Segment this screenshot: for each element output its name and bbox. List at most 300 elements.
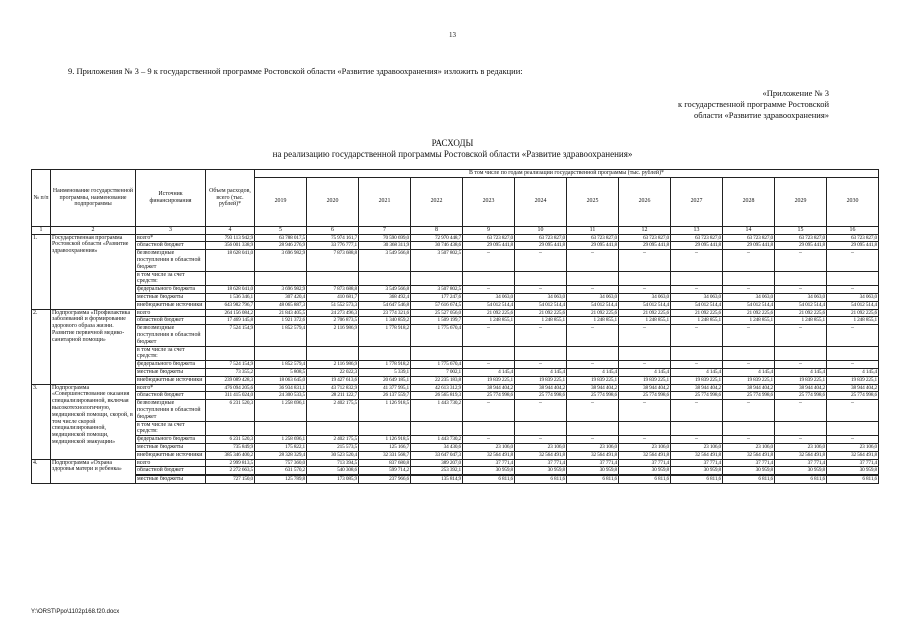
year-value-cell: 1 778 918,2 <box>359 361 411 369</box>
header-year: 2028 <box>723 177 775 226</box>
year-value-cell: – <box>827 286 879 294</box>
year-value-cell <box>671 271 723 286</box>
column-index-cell: 15 <box>775 226 827 234</box>
section-number: 2. <box>32 309 51 384</box>
total-cell: 73 355,2 <box>206 368 255 376</box>
year-value-cell: – <box>463 325 515 346</box>
table-row <box>32 376 879 384</box>
year-value-cell: 29 095 441,8 <box>827 242 879 250</box>
year-value-cell <box>359 346 411 361</box>
year-value-cell: 54 012 514,4 <box>567 301 619 309</box>
year-value-cell: 23 106,0 <box>827 443 879 451</box>
year-value-cell: 36 934 831,1 <box>255 384 307 392</box>
year-value-cell: 7 873 688,8 <box>307 250 359 271</box>
table-row <box>32 476 879 484</box>
table-row <box>32 234 879 242</box>
header-year: 2026 <box>619 177 671 226</box>
year-value-cell: 5 808,5 <box>255 368 307 376</box>
year-value-cell: 34 430,6 <box>411 443 463 451</box>
year-value-cell: – <box>671 436 723 444</box>
total-cell: 356 001 338,9 <box>206 242 255 250</box>
year-value-cell: 75 974 161,7 <box>307 234 359 242</box>
year-value-cell <box>723 271 775 286</box>
year-value-cell: – <box>515 250 567 271</box>
year-value-cell: 6 811,6 <box>723 476 775 484</box>
funding-source: всего <box>136 309 206 317</box>
funding-source: местные бюджеты <box>136 368 206 376</box>
year-value-cell: – <box>567 325 619 346</box>
year-value-cell: – <box>515 325 567 346</box>
year-value-cell: 19 839 225,1 <box>671 376 723 384</box>
total-cell: 476 094 205,6 <box>206 384 255 392</box>
funding-source: внебюджетные источники <box>136 301 206 309</box>
header-total: Объем расходов, всего (тыс. рублей)* <box>206 170 255 227</box>
year-value-cell <box>619 421 671 436</box>
column-index-cell: 11 <box>567 226 619 234</box>
total-cell: 311 415 024,0 <box>206 392 255 400</box>
total-cell: 1 536 346,1 <box>206 293 255 301</box>
year-value-cell: – <box>827 325 879 346</box>
year-value-cell: – <box>463 436 515 444</box>
year-value-cell <box>567 421 619 436</box>
year-value-cell: 23 106,0 <box>723 443 775 451</box>
year-value-cell: 63 723 827,0 <box>515 234 567 242</box>
year-value-cell: 54 012 514,4 <box>671 301 723 309</box>
table-row <box>32 286 879 294</box>
year-value-cell: 21 092 225,6 <box>723 309 775 317</box>
column-index-cell: 6 <box>307 226 359 234</box>
year-value-cell: 41 377 995,1 <box>359 384 411 392</box>
table-row <box>32 421 879 436</box>
appendix-line: «Приложение № 3 <box>762 88 829 98</box>
table-row <box>32 293 879 301</box>
year-value-cell: 29 095 441,8 <box>775 242 827 250</box>
year-value-cell: 54 012 514,4 <box>775 301 827 309</box>
funding-source: в том числе за счет средств: <box>136 346 206 361</box>
year-value-cell: 1 248 855,1 <box>515 317 567 325</box>
year-value-cell: 34 063,0 <box>827 293 879 301</box>
year-value-cell: 19 839 225,1 <box>775 376 827 384</box>
column-index-cell: 10 <box>515 226 567 234</box>
year-value-cell: 6 811,6 <box>827 476 879 484</box>
year-value-cell <box>775 271 827 286</box>
year-value-cell: 25 774 998,6 <box>619 392 671 400</box>
year-value-cell: 29 095 441,8 <box>671 242 723 250</box>
year-value-cell: 63 723 827,0 <box>567 234 619 242</box>
year-value-cell: 26 137 559,7 <box>359 392 411 400</box>
year-value-cell: 23 106,0 <box>671 443 723 451</box>
year-value-cell: 4 145,4 <box>567 368 619 376</box>
year-value-cell <box>463 346 515 361</box>
year-value-cell: 410 681,7 <box>307 293 359 301</box>
year-value-cell: – <box>671 400 723 421</box>
table-row <box>32 459 879 467</box>
year-value-cell <box>307 346 359 361</box>
year-value-cell: 32 564 491,8 <box>775 451 827 459</box>
funding-source: федерального бюджета <box>136 361 206 369</box>
year-value-cell: 72 970 448,7 <box>411 234 463 242</box>
appendix-line: области «Развитие здравоохранения» <box>693 110 829 120</box>
funding-source: внебюджетные источники <box>136 451 206 459</box>
year-value-cell: 37 771,4 <box>827 459 879 467</box>
total-cell: 18 628 041,0 <box>206 286 255 294</box>
year-value-cell: – <box>775 250 827 271</box>
year-value-cell: 38 944 404,2 <box>619 384 671 392</box>
year-value-cell: 37 771,4 <box>567 459 619 467</box>
header-source: Источник финансирования <box>136 170 206 227</box>
year-value-cell: 32 331 568,7 <box>359 451 411 459</box>
year-value-cell: 63 723 827,0 <box>723 234 775 242</box>
year-value-cell: 23 106,0 <box>463 443 515 451</box>
year-value-cell: – <box>723 436 775 444</box>
year-value-cell: 3 507 802,5 <box>411 250 463 271</box>
year-value-cell: 713 394,5 <box>307 459 359 467</box>
funding-source: областной бюджет <box>136 242 206 250</box>
footer-filepath: Y:\ORST\Ppo\1102p168.f20.docx <box>31 609 120 615</box>
header-year: 2020 <box>307 177 359 226</box>
total-cell: 793 113 942,9 <box>206 234 255 242</box>
year-value-cell: 63 788 017,5 <box>255 234 307 242</box>
year-value-cell: 30 368 311,9 <box>359 242 411 250</box>
year-value-cell: 2 116 986,9 <box>307 325 359 346</box>
year-value-cell: – <box>567 436 619 444</box>
year-value-cell: 26 565 819,3 <box>411 392 463 400</box>
year-value-cell: 63 723 827,0 <box>463 234 515 242</box>
year-value-cell: 30 959,8 <box>515 467 567 475</box>
year-value-cell: 3 696 982,9 <box>255 250 307 271</box>
year-value-cell: 34 063,0 <box>515 293 567 301</box>
year-value-cell: 4 145,4 <box>463 368 515 376</box>
header-name: Наименование государственной программы, наименование подпрограммы <box>51 170 136 227</box>
year-value-cell: 1 852 579,4 <box>255 361 307 369</box>
year-value-cell: 1 852 579,4 <box>255 325 307 346</box>
section-number: 1. <box>32 234 51 309</box>
year-value-cell: 54 012 514,4 <box>515 301 567 309</box>
total-cell: 6 231 520,3 <box>206 436 255 444</box>
year-value-cell: 23 774 321,6 <box>359 309 411 317</box>
total-cell: 6 231 520,3 <box>206 400 255 421</box>
year-value-cell: 29 095 441,8 <box>723 242 775 250</box>
funding-source: всего <box>136 459 206 467</box>
year-value-cell: 38 944 404,2 <box>827 384 879 392</box>
year-value-cell: – <box>723 286 775 294</box>
year-value-cell: 1 126 918,5 <box>359 436 411 444</box>
year-value-cell <box>359 421 411 436</box>
year-value-cell: 30 746 438,6 <box>411 242 463 250</box>
year-value-cell: 37 771,4 <box>463 459 515 467</box>
column-index-cell: 14 <box>723 226 775 234</box>
document-title <box>0 138 905 160</box>
year-value-cell: 1 509 199,7 <box>411 317 463 325</box>
column-index-cell: 4 <box>206 226 255 234</box>
funding-source: всего* <box>136 234 206 242</box>
year-value-cell: – <box>515 436 567 444</box>
year-value-cell: 21 092 225,6 <box>463 309 515 317</box>
year-value-cell: 34 063,0 <box>775 293 827 301</box>
year-value-cell: – <box>619 250 671 271</box>
year-value-cell <box>515 421 567 436</box>
funding-source: безвозмездные поступления в областной бюджет <box>136 325 206 346</box>
year-value-cell: 21 092 225,6 <box>671 309 723 317</box>
year-value-cell: 18 063 645,0 <box>255 376 307 384</box>
year-value-cell: 54 012 514,4 <box>723 301 775 309</box>
year-value-cell: 6 811,6 <box>671 476 723 484</box>
year-value-cell: – <box>775 400 827 421</box>
year-value-cell <box>255 346 307 361</box>
year-value-cell: 37 771,4 <box>723 459 775 467</box>
section-name: Подпрограмма «Совершенствование оказания специализированной, включая высокотехнологичную, медицинской помощи, скорой, в том числе скорой специализированной, медицинской помощи, медицинской эвакуации» <box>51 384 136 459</box>
year-value-cell: 24 273 496,3 <box>307 309 359 317</box>
year-value-cell <box>775 421 827 436</box>
year-value-cell: 37 771,4 <box>775 459 827 467</box>
year-value-cell: – <box>463 286 515 294</box>
expenditure-table <box>31 169 879 484</box>
year-value-cell: 38 944 404,2 <box>775 384 827 392</box>
year-value-cell: 54 012 514,4 <box>827 301 879 309</box>
year-value-cell: – <box>671 325 723 346</box>
year-value-cell: 32 564 491,8 <box>515 451 567 459</box>
year-value-cell: 37 771,4 <box>671 459 723 467</box>
funding-source: федерального бюджета <box>136 436 206 444</box>
year-value-cell: – <box>619 286 671 294</box>
year-value-cell: – <box>723 325 775 346</box>
year-value-cell: 21 092 225,6 <box>567 309 619 317</box>
year-value-cell: – <box>567 400 619 421</box>
table-row <box>32 400 879 421</box>
year-value-cell <box>411 421 463 436</box>
year-value-cell <box>411 346 463 361</box>
year-value-cell <box>411 271 463 286</box>
year-value-cell: 1 248 855,1 <box>671 317 723 325</box>
year-value-cell: 1 340 859,2 <box>359 317 411 325</box>
page-number: 13 <box>449 31 456 39</box>
table-row <box>32 317 879 325</box>
year-value-cell: 2 116 986,9 <box>307 361 359 369</box>
year-value-cell: – <box>671 286 723 294</box>
year-value-cell: 25 774 998,6 <box>723 392 775 400</box>
table-row <box>32 384 879 392</box>
year-value-cell: 43 712 832,9 <box>307 384 359 392</box>
year-value-cell: 37 771,4 <box>515 459 567 467</box>
funding-source: в том числе за счет средств: <box>136 421 206 436</box>
year-value-cell: 25 774 998,6 <box>463 392 515 400</box>
year-value-cell: 631 570,2 <box>255 467 307 475</box>
year-value-cell: 34 063,0 <box>463 293 515 301</box>
total-cell: 2 272 663,5 <box>206 467 255 475</box>
year-value-cell: 4 145,4 <box>671 368 723 376</box>
year-value-cell: 29 095 441,8 <box>567 242 619 250</box>
year-value-cell: 29 095 441,8 <box>619 242 671 250</box>
header-year: 2025 <box>567 177 619 226</box>
year-value-cell: – <box>567 286 619 294</box>
header-year: 2030 <box>827 177 879 226</box>
total-cell: 239 089 428,3 <box>206 376 255 384</box>
table-row <box>32 309 879 317</box>
year-value-cell: – <box>775 286 827 294</box>
table-row <box>32 368 879 376</box>
section-name: Подпрограмма «Профилактика заболеваний и формирование здорового образа жизни. Развитие первичной медико-санитарной помощи» <box>51 309 136 384</box>
funding-source: местные бюджеты <box>136 293 206 301</box>
year-value-cell <box>827 271 879 286</box>
year-value-cell: 30 523 520,4 <box>307 451 359 459</box>
year-value-cell: 4 145,4 <box>619 368 671 376</box>
year-value-cell: 70 590 699,0 <box>359 234 411 242</box>
year-value-cell: 19 839 225,1 <box>567 376 619 384</box>
funding-source: областной бюджет <box>136 467 206 475</box>
year-value-cell: 30 959,8 <box>775 467 827 475</box>
year-value-cell: 6 811,6 <box>463 476 515 484</box>
year-value-cell: 6 811,6 <box>619 476 671 484</box>
year-value-cell: 32 564 491,8 <box>463 451 515 459</box>
total-cell: 7 524 154,9 <box>206 325 255 346</box>
year-value-cell: 1 248 855,1 <box>723 317 775 325</box>
year-value-cell <box>775 346 827 361</box>
year-value-cell: – <box>619 436 671 444</box>
header-num: № п/п <box>32 170 51 227</box>
year-value-cell: 63 723 827,0 <box>827 234 879 242</box>
year-value-cell: 1 443 730,2 <box>411 436 463 444</box>
section-number: 4. <box>32 459 51 483</box>
year-value-cell: – <box>827 250 879 271</box>
year-value-cell: – <box>671 361 723 369</box>
year-value-cell: 3 696 982,9 <box>255 286 307 294</box>
year-value-cell: 19 839 225,1 <box>515 376 567 384</box>
year-value-cell <box>463 421 515 436</box>
year-value-cell: 175 822,1 <box>255 443 307 451</box>
year-value-cell: 21 092 225,6 <box>775 309 827 317</box>
year-value-cell: 57 616 674,5 <box>411 301 463 309</box>
header-year: 2022 <box>411 177 463 226</box>
year-value-cell <box>827 346 879 361</box>
year-value-cell: 38 944 404,2 <box>567 384 619 392</box>
year-value-cell: 23 106,0 <box>515 443 567 451</box>
year-value-cell: 3 549 566,8 <box>359 250 411 271</box>
total-cell: 7 524 154,9 <box>206 361 255 369</box>
table-row <box>32 443 879 451</box>
year-value-cell: 1 775 670,4 <box>411 361 463 369</box>
year-value-cell <box>255 271 307 286</box>
year-value-cell: 1 248 855,1 <box>827 317 879 325</box>
year-value-cell: 29 095 441,8 <box>463 242 515 250</box>
column-index-cell: 13 <box>671 226 723 234</box>
year-value-cell: 22 022,3 <box>307 368 359 376</box>
total-cell: 727 150,0 <box>206 476 255 484</box>
year-value-cell: 3 507 802,5 <box>411 286 463 294</box>
year-value-cell: – <box>463 400 515 421</box>
year-value-cell: 54 012 514,4 <box>463 301 515 309</box>
year-value-cell: 38 944 404,2 <box>515 384 567 392</box>
year-value-cell: 63 723 827,0 <box>775 234 827 242</box>
year-value-cell: – <box>463 361 515 369</box>
year-value-cell: 25 774 998,6 <box>775 392 827 400</box>
total-cell: 385 346 400,2 <box>206 451 255 459</box>
year-value-cell: 32 564 491,8 <box>619 451 671 459</box>
section-name: Подпрограмма «Охрана здоровья матери и ребенка» <box>51 459 136 483</box>
year-value-cell: 24 300 533,5 <box>255 392 307 400</box>
header-years-group: В том числе по годам реализации государственной программы (тыс. рублей)* <box>255 170 879 178</box>
section-number: 3. <box>32 384 51 459</box>
year-value-cell: 1 778 918,2 <box>359 325 411 346</box>
year-value-cell: 34 063,0 <box>671 293 723 301</box>
year-value-cell: 29 095 441,8 <box>515 242 567 250</box>
year-value-cell: 54 647 546,8 <box>359 301 411 309</box>
year-value-cell: 34 063,0 <box>619 293 671 301</box>
funding-source: местные бюджеты <box>136 476 206 484</box>
year-value-cell: 32 564 491,8 <box>567 451 619 459</box>
year-value-cell: – <box>723 400 775 421</box>
year-value-cell: 2 402 175,5 <box>307 400 359 421</box>
year-value-cell: 1 921 372,6 <box>255 317 307 325</box>
year-value-cell: 2 402 175,5 <box>307 436 359 444</box>
total-cell <box>206 271 255 286</box>
year-value-cell: 63 723 827,0 <box>619 234 671 242</box>
total-cell <box>206 421 255 436</box>
column-index-row <box>32 226 879 234</box>
year-value-cell: 48 065 887,3 <box>255 301 307 309</box>
title-line: РАСХОДЫ <box>431 138 474 148</box>
year-value-cell: 19 839 225,1 <box>723 376 775 384</box>
year-value-cell <box>671 346 723 361</box>
title-subline: на реализацию государственной программы Ростовской области «Развитие здравоохранения» <box>272 149 633 159</box>
year-value-cell: 28 946 276,9 <box>255 242 307 250</box>
appendix-heading <box>678 88 829 121</box>
year-value-cell: 34 063,0 <box>723 293 775 301</box>
year-value-cell <box>515 271 567 286</box>
year-value-cell: – <box>567 250 619 271</box>
year-value-cell: 125 789,8 <box>255 476 307 484</box>
year-value-cell: 25 527 056,0 <box>411 309 463 317</box>
total-cell: 264 156 084,2 <box>206 309 255 317</box>
year-value-cell: 135 814,9 <box>411 476 463 484</box>
year-value-cell: 177 247,6 <box>411 293 463 301</box>
year-value-cell: 32 564 491,8 <box>827 451 879 459</box>
table-row <box>32 436 879 444</box>
year-value-cell: – <box>723 250 775 271</box>
year-value-cell: 19 839 225,1 <box>619 376 671 384</box>
column-index-cell: 9 <box>463 226 515 234</box>
column-index-cell: 5 <box>255 226 307 234</box>
header-year: 2029 <box>775 177 827 226</box>
year-value-cell: – <box>827 361 879 369</box>
funding-source: областной бюджет <box>136 392 206 400</box>
column-index-cell: 3 <box>136 226 206 234</box>
year-value-cell: 22 235 183,8 <box>411 376 463 384</box>
year-value-cell: – <box>723 361 775 369</box>
year-value-cell: – <box>775 436 827 444</box>
year-value-cell: – <box>515 361 567 369</box>
column-index-cell: 1 <box>32 226 51 234</box>
year-value-cell: 173 085,9 <box>307 476 359 484</box>
column-index-cell: 7 <box>359 226 411 234</box>
year-value-cell: 30 959,8 <box>827 467 879 475</box>
year-value-cell: 19 839 225,1 <box>463 376 515 384</box>
year-value-cell: – <box>827 400 879 421</box>
year-value-cell: 42 613 312,9 <box>411 384 463 392</box>
year-value-cell: 21 092 225,6 <box>619 309 671 317</box>
total-cell <box>206 346 255 361</box>
table-row <box>32 242 879 250</box>
year-value-cell: 28 328 329,4 <box>255 451 307 459</box>
year-value-cell: – <box>619 361 671 369</box>
year-value-cell: 389 207,0 <box>411 459 463 467</box>
year-value-cell: 1 258 696,1 <box>255 436 307 444</box>
year-value-cell <box>619 346 671 361</box>
year-value-cell: 1 248 855,1 <box>567 317 619 325</box>
year-value-cell: 33 776 777,1 <box>307 242 359 250</box>
year-value-cell <box>827 421 879 436</box>
total-cell: 643 982 796,7 <box>206 301 255 309</box>
year-value-cell <box>619 271 671 286</box>
